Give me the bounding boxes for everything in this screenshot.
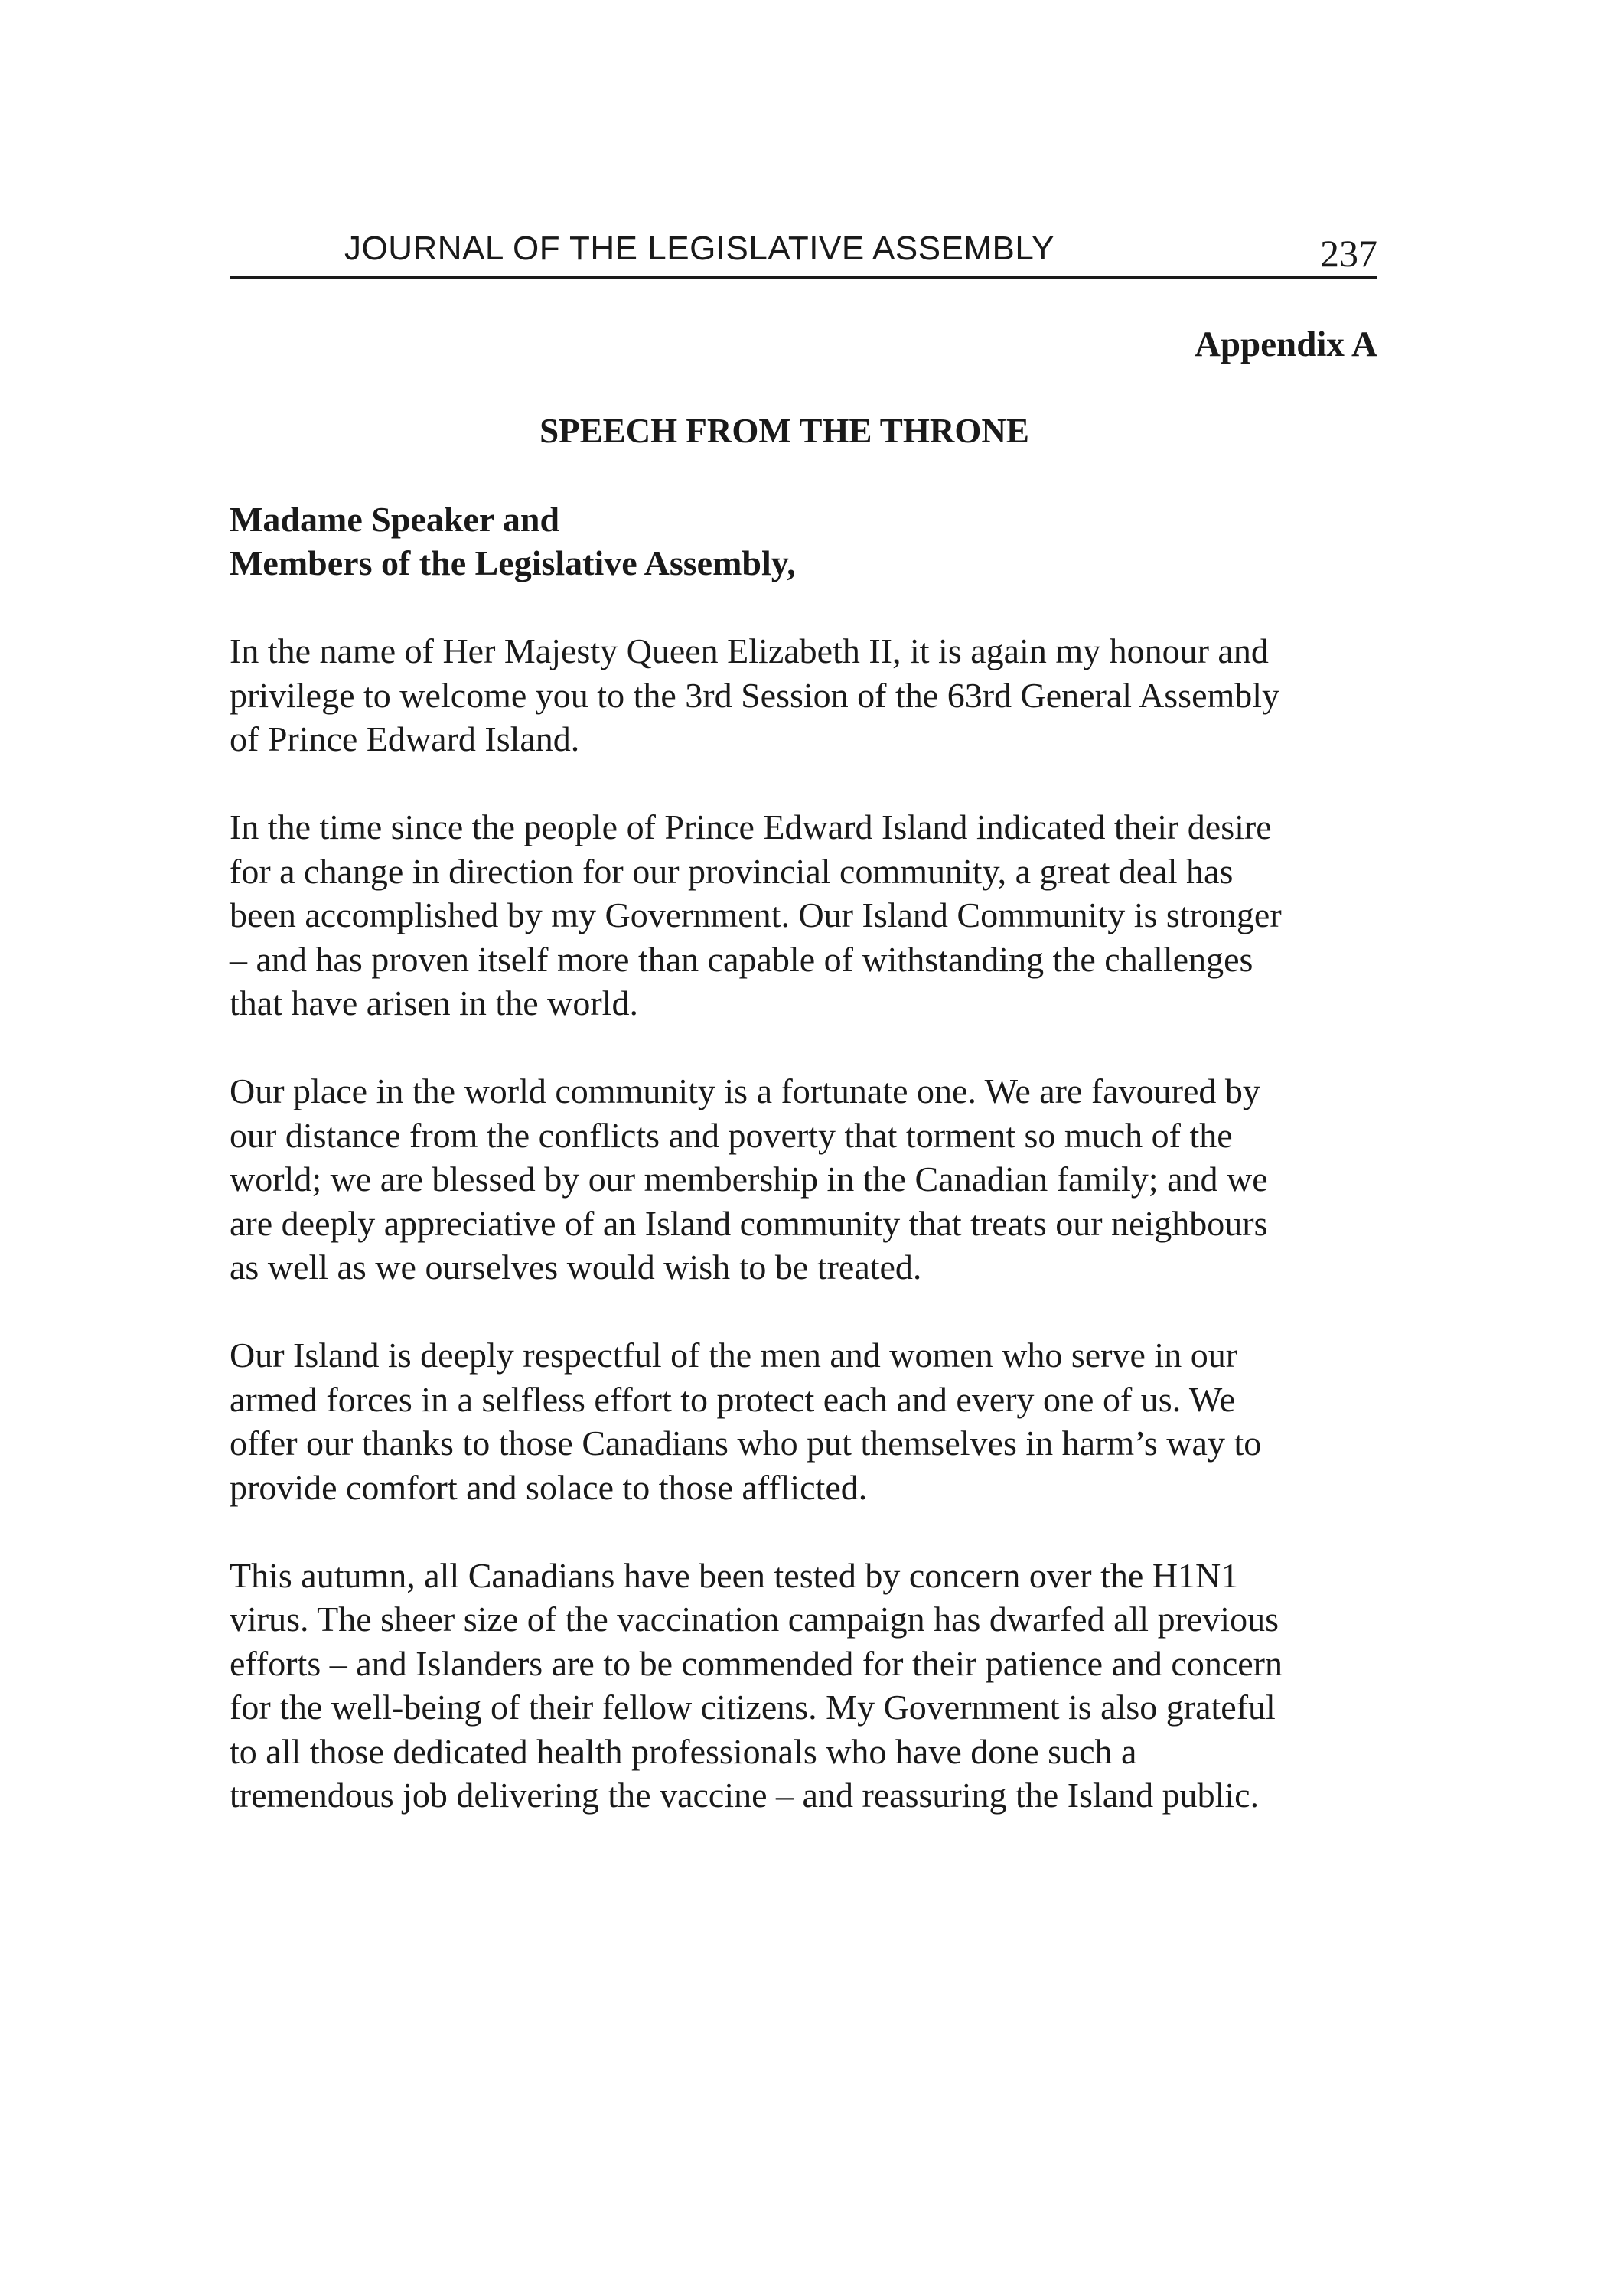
paragraph-1: [230, 629, 1377, 762]
speech-title: SPEECH FROM THE THRONE: [539, 412, 1029, 450]
salutation-line: Madame Speaker and: [230, 500, 560, 539]
text-line: to all those dedicated health professionals who have done such a: [230, 1731, 1137, 1771]
text-line: armed forces in a selfless effort to protect each and every one of us. We: [230, 1379, 1236, 1419]
page-number: 237: [1320, 232, 1377, 275]
text-line: Our place in the world community is a fortunate one. We are favoured by: [230, 1071, 1260, 1110]
paragraph-4: [230, 1333, 1377, 1509]
text-line: – and has proven itself more than capable of withstanding the challenges: [230, 939, 1253, 979]
text-line: are deeply appreciative of an Island community that treats our neighbours: [230, 1203, 1268, 1243]
text-line: of Prince Edward Island.: [230, 719, 580, 758]
text-line: for the well-being of their fellow citizens. My Government is also grateful: [230, 1688, 1276, 1727]
text-line: offer our thanks to those Canadians who put themselves in harm’s way to: [230, 1424, 1262, 1463]
document-page: [230, 0, 1377, 2296]
appendix-label: Appendix A: [1194, 325, 1377, 364]
text-line: efforts – and Islanders are to be commended for their patience and concern: [230, 1643, 1283, 1683]
text-line: that have arisen in the world.: [230, 983, 638, 1022]
text-line: our distance from the conflicts and poverty that torment so much of the: [230, 1115, 1233, 1155]
text-line: privilege to welcome you to the 3rd Session of the 63rd General Assembly: [230, 675, 1280, 715]
text-line: as well as we ourselves would wish to be treated.: [230, 1247, 922, 1287]
paragraph-5: [230, 1554, 1377, 1818]
paragraph-2: [230, 805, 1377, 1026]
paragraph-3: [230, 1069, 1377, 1290]
running-header: [230, 222, 1377, 279]
salutation: [230, 497, 1377, 585]
text-line: In the name of Her Majesty Queen Elizabeth II, it is again my honour and: [230, 631, 1269, 670]
text-line: tremendous job delivering the vaccine – and reassuring the Island public.: [230, 1776, 1260, 1815]
running-title: JOURNAL OF THE LEGISLATIVE ASSEMBLY: [344, 230, 1054, 267]
text-line: Our Island is deeply respectful of the men and women who serve in our: [230, 1336, 1238, 1375]
text-line: provide comfort and solace to those afflicted.: [230, 1467, 868, 1507]
text-line: world; we are blessed by our membership in the Canadian family; and we: [230, 1159, 1268, 1199]
text-line: virus. The sheer size of the vaccination campaign has dwarfed all previous: [230, 1600, 1279, 1639]
text-line: for a change in direction for our provincial community, a great deal has: [230, 851, 1234, 891]
salutation-line: Members of the Legislative Assembly,: [230, 543, 796, 582]
text-line: In the time since the people of Prince Edward Island indicated their desire: [230, 807, 1272, 846]
text-line: This autumn, all Canadians have been tested by concern over the H1N1: [230, 1555, 1239, 1595]
body-text: [230, 629, 1377, 1861]
text-line: been accomplished by my Government. Our Island Community is stronger: [230, 895, 1282, 934]
